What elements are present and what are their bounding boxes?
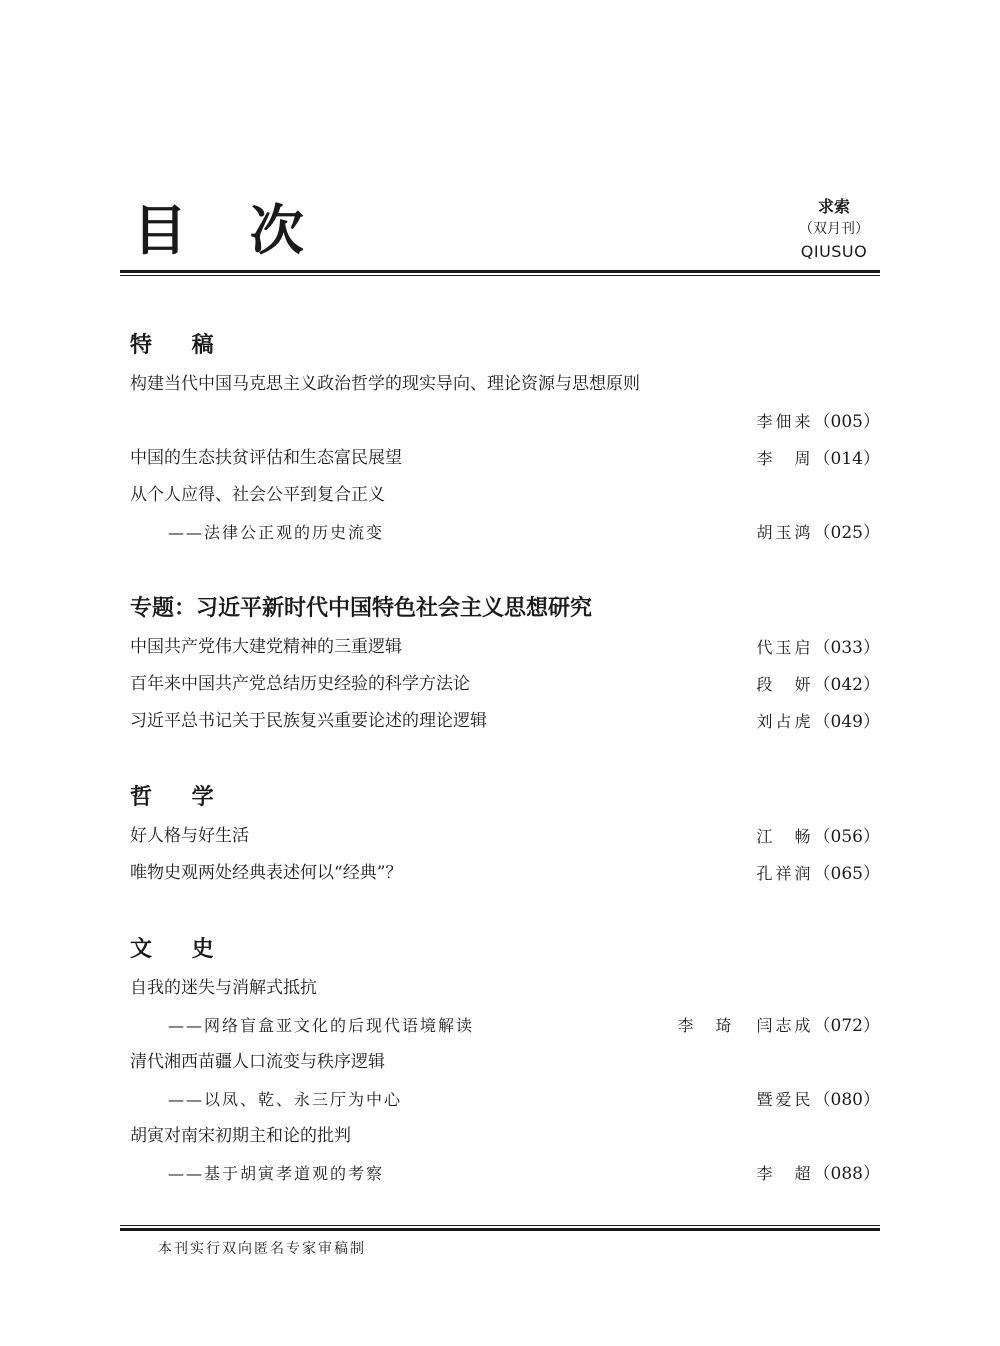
author-page-group [757,703,880,741]
toc-section [130,932,880,1192]
author-page-group [757,440,880,478]
section-heading: 特 稿 [130,333,230,358]
page-number: （080） [813,1090,880,1110]
page-number: （088） [813,1164,880,1184]
toc-entry[interactable] [130,1081,880,1118]
page-number: （072） [813,1016,880,1036]
author-page-group [757,855,880,893]
toc-entry[interactable] [130,666,880,703]
author-name: 李佃来 [756,412,814,431]
journal-name: 求索 [817,197,850,216]
page-title: 目 次 [133,199,326,262]
article-title: 自我的迷失与消解式抵抗 [130,978,317,998]
article-title: 百年来中国共产党总结历史经验的科学方法论 [130,674,470,694]
toc-entry[interactable] [130,818,880,855]
author-name: 代玉启 [756,638,814,657]
section-heading: 哲 学 [130,785,230,810]
section-heading: 文 史 [130,937,230,962]
toc-section [130,780,880,892]
page-number: （025） [813,523,880,543]
article-subtitle: ——网络盲盒亚文化的后现代语境解读 [168,1016,475,1035]
table-of-contents [130,328,880,1232]
author-name: 李 周 [756,449,814,468]
author-page-group [678,1007,880,1045]
toc-entry[interactable] [130,477,880,514]
article-title: 从个人应得、社会公平到复合正义 [130,485,385,505]
author-page-group [757,514,880,552]
author-page-group [757,403,880,441]
header-rule-thin [120,275,880,276]
article-title: 胡寅对南宋初期主和论的批判 [130,1126,351,1146]
page-number: （049） [813,712,880,732]
article-title: 清代湘西苗疆人口流变与秩序逻辑 [130,1052,385,1072]
page-number: （005） [813,412,880,432]
page-number: （056） [813,827,880,847]
journal-masthead [799,196,869,264]
article-subtitle: ——以凤、乾、永三厅为中心 [168,1090,403,1109]
toc-entry[interactable] [130,703,880,740]
article-title: 唯物史观两处经典表述何以“经典”？ [130,863,403,883]
page-number: （014） [813,449,880,469]
author-page-group [757,666,880,704]
coauthor-name: 李 琦 [677,1016,735,1035]
header-rule-thick [120,270,880,273]
article-subtitle: ——法律公正观的历史流变 [168,523,385,542]
author-page-group [757,1155,880,1193]
page-number: （033） [813,638,880,658]
toc-entry[interactable] [130,440,880,477]
toc-entry[interactable] [130,1044,880,1081]
author-name: 胡玉鸿 [756,523,814,542]
toc-entry[interactable] [130,1007,880,1044]
article-title: 构建当代中国马克思主义政治哲学的现实导向、理论资源与思想原则 [130,374,640,394]
article-title: 中国的生态扶贫评估和生态富民展望 [130,448,402,468]
article-title: 习近平总书记关于民族复兴重要论述的理论逻辑 [130,711,487,731]
author-page-group [757,629,880,667]
footer-note: 本刊实行双向匿名专家审稿制 [158,1241,366,1257]
toc-entry[interactable] [130,1155,880,1192]
toc-section [130,591,880,740]
article-title: 中国共产党伟大建党精神的三重逻辑 [130,637,402,657]
author-name: 暨爱民 [756,1090,814,1109]
author-name: 李 超 [756,1164,814,1183]
author-page-group [757,1081,880,1119]
page-number: （065） [813,864,880,884]
toc-entry[interactable] [130,366,880,403]
author-name: 刘占虎 [756,712,814,731]
footer-rule-thin [120,1225,880,1226]
article-subtitle: ——基于胡寅孝道观的考察 [168,1164,385,1183]
footer-rule-thick [120,1228,880,1231]
section-heading: 专题：习近平新时代中国特色社会主义思想研究 [130,596,593,621]
author-page-group [757,818,880,856]
toc-entry[interactable] [130,970,880,1007]
article-title: 好人格与好生活 [130,826,249,846]
journal-frequency: （双月刊） [799,221,869,237]
journal-latin-name: QIUSUO [800,242,868,261]
toc-entry[interactable] [130,855,880,892]
author-name: 段 妍 [756,675,814,694]
page-number: （042） [813,675,880,695]
author-name: 孔祥润 [756,864,814,883]
toc-entry[interactable] [130,629,880,666]
author-name: 江 畅 [756,827,814,846]
toc-section [130,328,880,551]
author-name: 闫志成 [756,1016,814,1035]
toc-entry[interactable] [130,514,880,551]
toc-entry[interactable] [130,403,880,440]
toc-entry[interactable] [130,1118,880,1155]
